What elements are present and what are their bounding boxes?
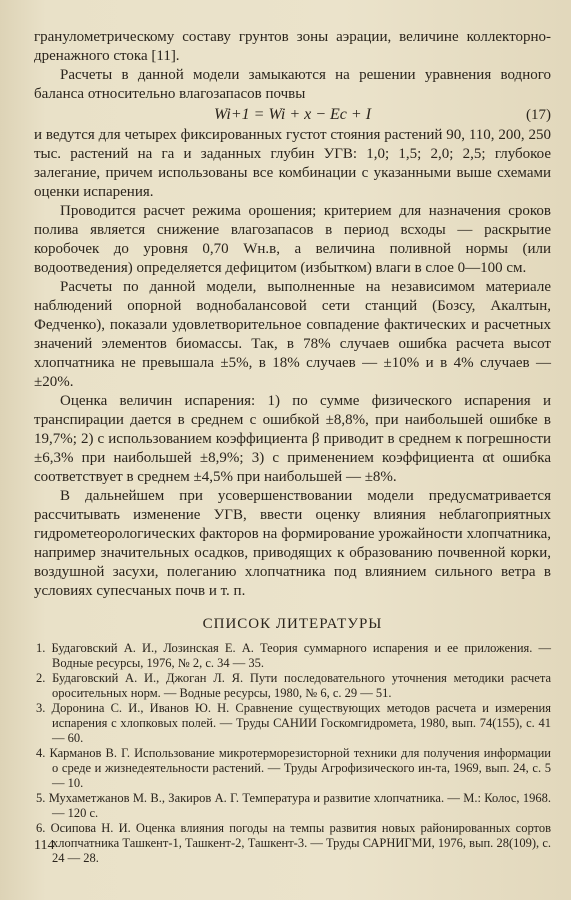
page-number: 114 xyxy=(34,838,55,853)
references-heading: СПИСОК ЛИТЕРАТУРЫ xyxy=(202,616,383,632)
equation-17 xyxy=(34,104,551,126)
references-list xyxy=(34,641,551,866)
equation-text: Wi+1 = Wi + x − Ec + I xyxy=(213,106,372,123)
reference-item: 4. Карманов В. Г. Использование микротерморезисторной техники для получения информации о среде и жизнедеятельности растений. — Труды Агрофизического ин-та, 1969, вып. 24, с. 5 — 10. xyxy=(36,746,551,790)
paragraph-2: Расчеты в данной модели замыкаются на решении уравнения водного баланса относительно влагозапасов почвы xyxy=(34,67,551,102)
reference-item: 5. Мухаметжанов М. В., Закиров А. Г. Температура и развитие хлопчатника. — М.: Колос, 1968. — 120 с. xyxy=(36,791,551,820)
paragraph-7: В дальнейшем при усовершенствовании модели предусматривается рассчитывать изменение УГВ, ввести оценку влияния неблагоприятных гидрометеорологических факторов на формирование урожайности хлопчатника, например значительных осадков, приводящих к образованию почвенной корки, воздушной засухи, полеганию хлопчатника под влиянием сильного ветра в условиях супесчаных почв и т. п. xyxy=(34,488,551,599)
reference-item: 3. Доронина С. И., Иванов Ю. Н. Сравнение существующих методов расчета и измерения испарения с хлопковых полей. — Труды САНИИ Госкомгидромета, 1980, вып. 74(155), с. 41 — 60. xyxy=(36,701,551,745)
reference-item: 6. Осипова Н. И. Оценка влияния погоды на темпы развития новых районированных сортов хлопчатника Ташкент-1, Ташкент-2, Ташкент-3. — Труды САРНИГМИ, 1976, вып. 28(109), с. 24 — 28. xyxy=(36,821,551,865)
paragraph-3: и ведутся для четырех фиксированных густот стояния растений 90, 110, 200, 250 тыс. растений на га и заданных глубин УГВ: 1,0; 1,5; 2,0; 2,5; глубокое залегание, причем использованы все комбинации с указанными выше схемами оценки испарения. xyxy=(34,127,551,200)
reference-item: 1. Будаговский А. И., Лозинская Е. А. Теория суммарного испарения и ее приложения. — Водные ресурсы, 1976, № 2, с. 34 — 35. xyxy=(36,641,551,670)
paragraph-4: Проводится расчет режима орошения; критерием для назначения сроков полива является снижение влагозапасов в период всходы — раскрытие коробочек до уровня 0,70 Wн.в, а величина поливной нормы (или водоотведения) определяется дефицитом (избытком) влаги в слое 0—100 см. xyxy=(34,203,551,276)
reference-item: 2. Будаговский А. И., Джоган Л. Я. Пути последовательного уточнения методики расчета оросительных норм. — Водные ресурсы, 1980, № 6, с. 29 — 51. xyxy=(36,671,551,700)
paragraph-1: гранулометрическому составу грунтов зоны аэрации, величине коллекторно-дренажного стока [11]. xyxy=(34,29,551,64)
equation-number: (17) xyxy=(526,107,551,123)
paragraph-6: Оценка величин испарения: 1) по сумме физического испарения и транспирации дается в среднем с ошибкой ±8,8%, при наибольшей ошибке в 19,7%; 2) с использованием коэффициента β приводит в среднем к погрешности ±6,3% при наибольшей ±8,9%; 3) с применением коэффициента αt ошибка соответствует в среднем ±4,5% при наибольшей — ±8%. xyxy=(34,393,551,485)
paragraph-5: Расчеты по данной модели, выполненные на независимом материале наблюдений опорной воднобалансовой сети станций (Бозсу, Акалтын, Федченко), показали удовлетворительное совпадение фактических и расчетных значений элементов биомассы. Так, в 78% случаев ошибка расчета высот хлопчатника не превышала ±5%, в 18% случаев — ±10% и в 4% случаев — ±20%. xyxy=(34,279,551,390)
